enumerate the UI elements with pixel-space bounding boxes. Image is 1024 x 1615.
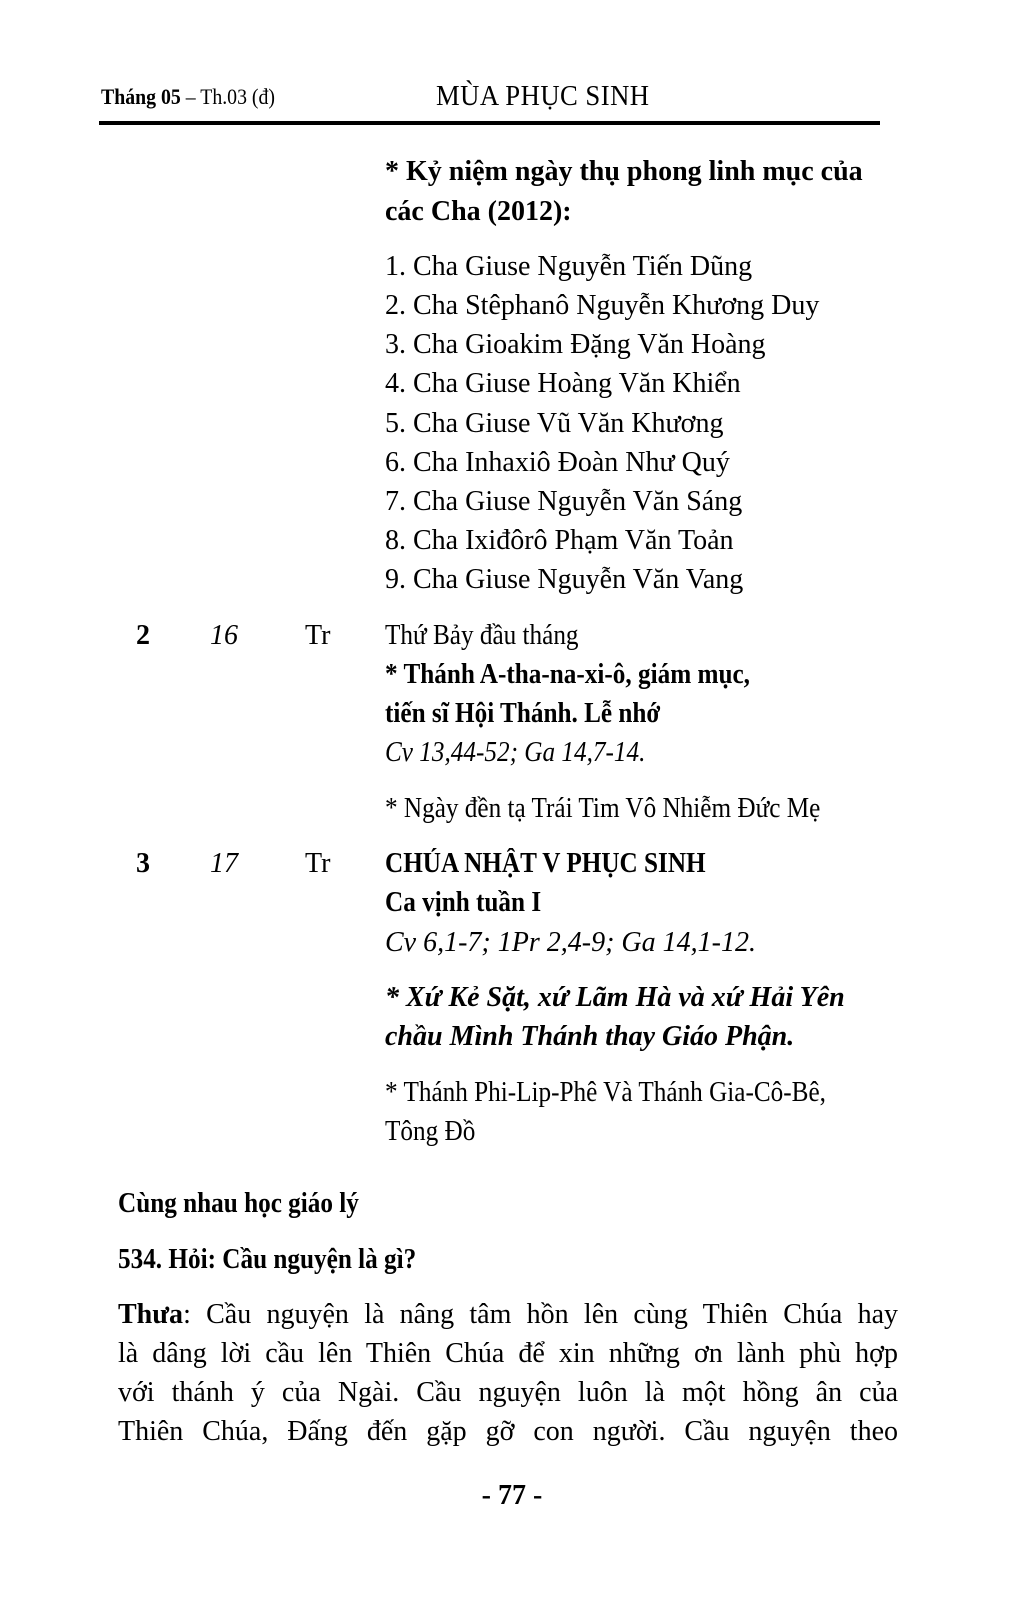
entry-note: * Ngày đền tạ Trái Tim Vô Nhiễm Đức Mẹ: [385, 793, 821, 824]
entry-day: 3: [136, 848, 150, 879]
anniversary-heading-line1: * Kỷ niệm ngày thụ phong linh mục của: [385, 156, 863, 187]
section-title: Cùng nhau học giáo lý: [118, 1188, 359, 1219]
entry-psalter: Ca vịnh tuần I: [385, 887, 542, 918]
list-item: 5. Cha Giuse Vũ Văn Khương: [385, 408, 724, 439]
entry-liturgical-color: Tr: [305, 848, 331, 879]
answer-label: Thưa: [118, 1299, 184, 1330]
header-rule: [99, 121, 880, 125]
entry-title: CHÚA NHẬT V PHỤC SINH: [385, 848, 706, 879]
list-item: 6. Cha Inhaxiô Đoàn Như Quý: [385, 447, 730, 478]
header-week: – Th.03 (đ): [180, 84, 276, 109]
catechism-question: 534. Hỏi: Cầu nguyện là gì?: [118, 1244, 417, 1275]
anniversary-heading-line2: các Cha (2012):: [385, 196, 572, 227]
entry-adoration-line2: chầu Mình Thánh thay Giáo Phận.: [385, 1021, 795, 1052]
answer-line: [118, 1295, 898, 1335]
entry-readings: Cv 13,44-52; Ga 14,7-14.: [385, 737, 646, 768]
entry-feast-line2: tiến sĩ Hội Thánh. Lễ nhớ: [385, 698, 661, 729]
header-month: Tháng 05: [101, 84, 181, 109]
entry-note-line1: * Thánh Phi-Lip-Phê Và Thánh Gia-Cô-Bê,: [385, 1077, 826, 1108]
list-item: 4. Cha Giuse Hoàng Văn Khiển: [385, 368, 741, 399]
list-item: 1. Cha Giuse Nguyễn Tiến Dũng: [385, 251, 753, 282]
entry-lunar-day: 16: [210, 620, 238, 651]
entry-adoration-line1: * Xứ Kẻ Sặt, xứ Lãm Hà và xứ Hải Yên: [385, 982, 845, 1013]
list-item: 8. Cha Ixiđôrô Phạm Văn Toản: [385, 525, 734, 556]
list-item: 3. Cha Gioakim Đặng Văn Hoàng: [385, 329, 766, 360]
entry-note-line2: Tông Đồ: [385, 1116, 476, 1147]
answer-line: là dâng lời cầu lên Thiên Chúa để xin những ơn lành phù hợp: [118, 1338, 898, 1369]
answer-line: với thánh ý của Ngài. Cầu nguyện luôn là một hồng ân của: [118, 1377, 898, 1408]
entry-title: Thứ Bảy đầu tháng: [385, 620, 579, 651]
list-item: 9. Cha Giuse Nguyễn Văn Vang: [385, 564, 744, 595]
entry-lunar-day: 17: [210, 848, 238, 879]
list-item: 7. Cha Giuse Nguyễn Văn Sáng: [385, 486, 743, 517]
entry-feast-line1: * Thánh A-tha-na-xi-ô, giám mục,: [385, 659, 750, 690]
answer-text: : Cầu nguyện là nâng tâm hồn lên cùng Thiên Chúa hay: [183, 1299, 898, 1330]
running-header-left: [101, 84, 275, 110]
entry-liturgical-color: Tr: [305, 620, 331, 651]
running-header-title: MÙA PHỤC SINH: [436, 80, 650, 112]
entry-readings: Cv 6,1-7; 1Pr 2,4-9; Ga 14,1-12.: [385, 927, 756, 958]
entry-day: 2: [136, 620, 150, 651]
answer-line: Thiên Chúa, Đấng đến gặp gỡ con người. Cầu nguyện theo: [118, 1416, 898, 1447]
list-item: 2. Cha Stêphanô Nguyễn Khương Duy: [385, 290, 820, 321]
page-number: - 77 -: [481, 1480, 543, 1511]
